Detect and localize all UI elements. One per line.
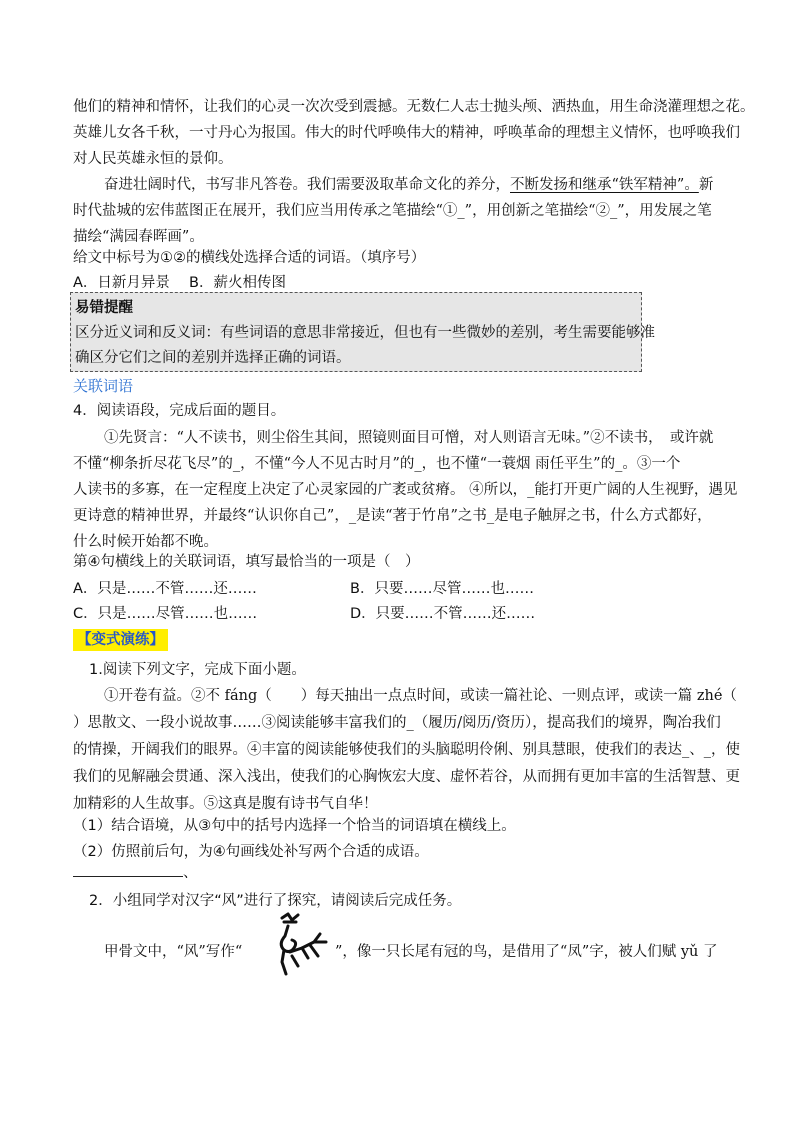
passage-line: 加精彩的人生故事。⑤这真是腹有诗书气自华！ <box>73 796 378 812</box>
passage-text: 奋进壮阔时代，书写非凡答卷。我们需要汲取革命文化的养分， <box>104 177 510 193</box>
tip-text: 确区分它们之间的差别并选择正确的词语。 <box>75 350 351 366</box>
question-heading: 2．小组同学对汉字“风”进行了探究，请阅读后完成任务。 <box>89 893 462 909</box>
tip-title: 易错提醒 <box>75 300 133 316</box>
passage-line: 不懂“柳条折尽花飞尽”的_，不懂“今人不见古时月”的_，也不懂“一蓑烟 雨任平生”的_。③一个 <box>73 456 681 472</box>
passage-line: ）思散文、一段小说故事……③阅读能够丰富我们的_（履历/阅历/资历），提高我们的境界，陶冶我们 <box>73 715 721 731</box>
variant-practice-title: 【变式演练】 <box>73 629 168 651</box>
passage-line: 描绘“满园春晖画”。 <box>73 229 204 245</box>
passage-line: 人读书的多寡，在一定程度上决定了心灵家园的广袤或贫瘠。 ④所以，_能打开更广阔的人生视野，遇见 <box>73 482 738 498</box>
option-b: B．只要……尽管……也…… <box>350 581 534 597</box>
passage-text: ”，像一只长尾有冠的鸟，是借用了“凤”字，被人们赋 yǔ 了 <box>335 944 718 960</box>
answer-options: A．日新月异景 B．薪火相传图 <box>73 275 286 291</box>
separator-comma: 、 <box>183 865 198 881</box>
passage-line: ①开卷有益。②不 fáng（ ）每天抽出一点点时间，或读一篇社论、一则点评，或读一篇 zhé（ <box>104 688 737 704</box>
passage-line: ①先贤言：“人不读书，则尘俗生其间，照镜则面目可憎，对人则语言无味。”②不读书， 或许就 <box>104 430 714 446</box>
answer-blank-line <box>73 876 183 877</box>
passage-text: 新 <box>698 177 714 193</box>
question-heading: 1.阅读下列文字，完成下面小题。 <box>89 662 306 678</box>
passage-line: 英雄儿女各千秋，一寸丹心为报国。伟大的时代呼唤伟大的精神，呼唤革命的理想主义情怀，也呼唤我们 <box>73 125 740 141</box>
passage-line: 更诗意的精神世界，并最终“认识你自己”，_是读“著于竹帛”之书_是电子触屏之书，什么方式都好， <box>73 508 712 524</box>
tip-text: 区分近义词和反义词：有些词语的意思非常接近，但也有一些微妙的差别，考生需要能够准 <box>75 325 655 341</box>
section-heading: 关联词语 <box>73 377 134 395</box>
question-heading: 4．阅读语段，完成后面的题目。 <box>73 403 286 419</box>
question-text: 第④句横线上的关联词语，填写最恰当的一项是（ ） <box>73 554 420 570</box>
passage-line: 对人民英雄永恒的景仰。 <box>73 151 233 167</box>
passage-line <box>104 176 713 194</box>
passage-line: 时代盐城的宏伟蓝图正在展开，我们应当用传承之笔描绘“①_”，用创新之笔描绘“②_”，用发展之笔 <box>73 203 712 219</box>
passage-line: 的情操，开阔我们的眼界。④丰富的阅读能够使我们的头脑聪明伶俐、别具慧眼，使我们的表达_、_，使 <box>73 742 740 758</box>
passage-line: 他们的精神和情怀，让我们的心灵一次次受到震撼。无数仁人志士抛头颅、洒热血，用生命浇灌理想之花。 <box>73 99 755 115</box>
passage-text: 甲骨文中，“风”写作“ <box>104 944 243 960</box>
oracle-bone-feng-glyph-image <box>268 912 330 978</box>
option-d: D．只要……不管……还…… <box>350 606 536 622</box>
option-c: C．只是……尽管……也…… <box>73 606 258 622</box>
error-tip-box <box>70 292 655 372</box>
sub-question: （1）结合语境，从③句中的括号内选择一个恰当的词语填在横线上。 <box>73 818 516 834</box>
question-text: 给文中标号为①②的横线处选择合适的词语。（填序号） <box>73 250 426 266</box>
sub-question: （2）仿照前后句，为④句画线处补写两个合适的成语。 <box>73 844 429 860</box>
passage-line: 什么时候开始都不晚。 <box>73 534 218 550</box>
passage-line: 我们的见解融会贯通、深入浅出，使我们的心胸恢宏大度、虚怀若谷，从而拥有更加丰富的生活智慧、更 <box>73 769 740 785</box>
option-a: A．只是……不管……还…… <box>73 581 257 597</box>
underlined-phrase: 不断发扬和继承“铁军精神”。 <box>510 177 699 193</box>
